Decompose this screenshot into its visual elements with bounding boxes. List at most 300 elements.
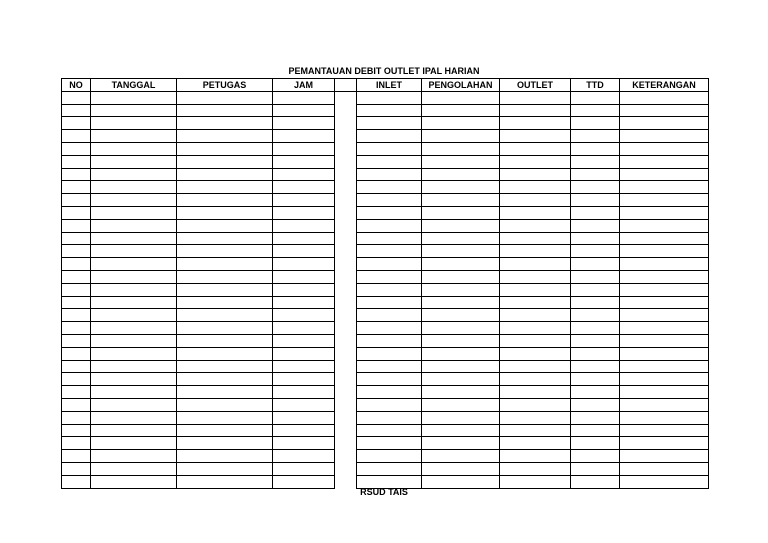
cell-petugas[interactable] xyxy=(177,232,273,245)
cell-keterangan[interactable] xyxy=(620,91,709,104)
cell-ttd[interactable] xyxy=(571,117,620,130)
cell-outlet[interactable] xyxy=(500,398,571,411)
cell-pengolahan[interactable] xyxy=(422,373,500,386)
cell-keterangan[interactable] xyxy=(620,219,709,232)
cell-ttd[interactable] xyxy=(571,283,620,296)
cell-pengolahan[interactable] xyxy=(422,386,500,399)
table-row xyxy=(62,206,709,219)
footer-label: RSUD TAIS xyxy=(360,487,408,497)
cell-petugas[interactable] xyxy=(177,219,273,232)
cell-no[interactable] xyxy=(62,245,91,258)
cell-keterangan[interactable] xyxy=(620,283,709,296)
cell-outlet[interactable] xyxy=(500,245,571,258)
table-row xyxy=(62,296,709,309)
cell-petugas[interactable] xyxy=(177,155,273,168)
cell-jam[interactable] xyxy=(273,104,335,117)
cell-petugas[interactable] xyxy=(177,104,273,117)
cell-jam[interactable] xyxy=(273,411,335,424)
cell-tanggal[interactable] xyxy=(91,296,177,309)
cell-tanggal[interactable] xyxy=(91,130,177,143)
cell-no[interactable] xyxy=(62,194,91,207)
cell-keterangan[interactable] xyxy=(620,322,709,335)
cell-petugas[interactable] xyxy=(177,245,273,258)
cell-outlet[interactable] xyxy=(500,360,571,373)
cell-tanggal[interactable] xyxy=(91,104,177,117)
cell-pengolahan[interactable] xyxy=(422,181,500,194)
cell-jam[interactable] xyxy=(273,322,335,335)
cell-tanggal[interactable] xyxy=(91,117,177,130)
cell-inlet[interactable] xyxy=(357,206,422,219)
cell-outlet[interactable] xyxy=(500,309,571,322)
cell-petugas[interactable] xyxy=(177,181,273,194)
table-row xyxy=(62,360,709,373)
cell-keterangan[interactable] xyxy=(620,450,709,463)
cell-petugas[interactable] xyxy=(177,360,273,373)
cell-keterangan[interactable] xyxy=(620,373,709,386)
cell-no[interactable] xyxy=(62,219,91,232)
cell-ttd[interactable] xyxy=(571,91,620,104)
cell-inlet[interactable] xyxy=(357,232,422,245)
cell-inlet[interactable] xyxy=(357,322,422,335)
cell-pengolahan[interactable] xyxy=(422,194,500,207)
cell-outlet[interactable] xyxy=(500,232,571,245)
table-row xyxy=(62,411,709,424)
table-body xyxy=(62,91,709,488)
cell-inlet[interactable] xyxy=(357,334,422,347)
cell-keterangan[interactable] xyxy=(620,411,709,424)
cell-jam[interactable] xyxy=(273,360,335,373)
cell-keterangan[interactable] xyxy=(620,117,709,130)
cell-petugas[interactable] xyxy=(177,130,273,143)
cell-pengolahan[interactable] xyxy=(422,424,500,437)
cell-outlet[interactable] xyxy=(500,181,571,194)
cell-keterangan[interactable] xyxy=(620,232,709,245)
cell-inlet[interactable] xyxy=(357,386,422,399)
cell-no[interactable] xyxy=(62,450,91,463)
col-header-no: NO xyxy=(62,79,91,92)
table-row xyxy=(62,386,709,399)
cell-pengolahan[interactable] xyxy=(422,270,500,283)
cell-jam[interactable] xyxy=(273,91,335,104)
cell-petugas[interactable] xyxy=(177,91,273,104)
cell-tanggal[interactable] xyxy=(91,450,177,463)
cell-petugas[interactable] xyxy=(177,309,273,322)
cell-gap xyxy=(335,283,357,296)
cell-keterangan[interactable] xyxy=(620,437,709,450)
cell-keterangan[interactable] xyxy=(620,168,709,181)
cell-gap xyxy=(335,142,357,155)
cell-petugas[interactable] xyxy=(177,398,273,411)
cell-inlet[interactable] xyxy=(357,309,422,322)
cell-ttd[interactable] xyxy=(571,437,620,450)
cell-no[interactable] xyxy=(62,424,91,437)
cell-ttd[interactable] xyxy=(571,104,620,117)
cell-tanggal[interactable] xyxy=(91,386,177,399)
cell-inlet[interactable] xyxy=(357,155,422,168)
cell-outlet[interactable] xyxy=(500,322,571,335)
table-row xyxy=(62,258,709,271)
table-row xyxy=(62,450,709,463)
cell-jam[interactable] xyxy=(273,142,335,155)
cell-pengolahan[interactable] xyxy=(422,309,500,322)
cell-keterangan[interactable] xyxy=(620,270,709,283)
cell-inlet[interactable] xyxy=(357,450,422,463)
cell-ttd[interactable] xyxy=(571,181,620,194)
cell-pengolahan[interactable] xyxy=(422,347,500,360)
cell-tanggal[interactable] xyxy=(91,155,177,168)
cell-outlet[interactable] xyxy=(500,270,571,283)
cell-jam[interactable] xyxy=(273,270,335,283)
cell-tanggal[interactable] xyxy=(91,219,177,232)
cell-no[interactable] xyxy=(62,462,91,475)
cell-outlet[interactable] xyxy=(500,206,571,219)
cell-jam[interactable] xyxy=(273,155,335,168)
cell-inlet[interactable] xyxy=(357,437,422,450)
cell-ttd[interactable] xyxy=(571,360,620,373)
cell-outlet[interactable] xyxy=(500,296,571,309)
cell-ttd[interactable] xyxy=(571,130,620,143)
cell-keterangan[interactable] xyxy=(620,334,709,347)
cell-jam[interactable] xyxy=(273,258,335,271)
cell-inlet[interactable] xyxy=(357,283,422,296)
cell-jam[interactable] xyxy=(273,219,335,232)
cell-tanggal[interactable] xyxy=(91,334,177,347)
cell-outlet[interactable] xyxy=(500,155,571,168)
cell-no[interactable] xyxy=(62,142,91,155)
cell-keterangan[interactable] xyxy=(620,142,709,155)
cell-gap xyxy=(335,104,357,117)
cell-inlet[interactable] xyxy=(357,142,422,155)
cell-jam[interactable] xyxy=(273,386,335,399)
cell-outlet[interactable] xyxy=(500,437,571,450)
cell-no[interactable] xyxy=(62,334,91,347)
table-header-row xyxy=(62,79,709,92)
cell-inlet[interactable] xyxy=(357,398,422,411)
table-row xyxy=(62,219,709,232)
cell-no[interactable] xyxy=(62,258,91,271)
cell-outlet[interactable] xyxy=(500,386,571,399)
cell-inlet[interactable] xyxy=(357,270,422,283)
cell-keterangan[interactable] xyxy=(620,360,709,373)
cell-outlet[interactable] xyxy=(500,104,571,117)
table-row xyxy=(62,232,709,245)
cell-petugas[interactable] xyxy=(177,424,273,437)
cell-no[interactable] xyxy=(62,373,91,386)
cell-inlet[interactable] xyxy=(357,360,422,373)
cell-tanggal[interactable] xyxy=(91,437,177,450)
cell-petugas[interactable] xyxy=(177,117,273,130)
cell-keterangan[interactable] xyxy=(620,181,709,194)
cell-no[interactable] xyxy=(62,232,91,245)
cell-no[interactable] xyxy=(62,322,91,335)
cell-pengolahan[interactable] xyxy=(422,360,500,373)
cell-keterangan[interactable] xyxy=(620,462,709,475)
cell-tanggal[interactable] xyxy=(91,322,177,335)
table-row xyxy=(62,283,709,296)
cell-jam[interactable] xyxy=(273,194,335,207)
cell-inlet[interactable] xyxy=(357,373,422,386)
cell-petugas[interactable] xyxy=(177,437,273,450)
cell-petugas[interactable] xyxy=(177,450,273,463)
cell-ttd[interactable] xyxy=(571,206,620,219)
cell-tanggal[interactable] xyxy=(91,232,177,245)
cell-petugas[interactable] xyxy=(177,283,273,296)
cell-outlet[interactable] xyxy=(500,168,571,181)
table-row xyxy=(62,270,709,283)
cell-keterangan[interactable] xyxy=(620,130,709,143)
cell-tanggal[interactable] xyxy=(91,91,177,104)
cell-ttd[interactable] xyxy=(571,194,620,207)
cell-pengolahan[interactable] xyxy=(422,296,500,309)
cell-ttd[interactable] xyxy=(571,398,620,411)
cell-inlet[interactable] xyxy=(357,117,422,130)
cell-ttd[interactable] xyxy=(571,258,620,271)
cell-outlet[interactable] xyxy=(500,258,571,271)
cell-tanggal[interactable] xyxy=(91,258,177,271)
cell-petugas[interactable] xyxy=(177,386,273,399)
table-row xyxy=(62,181,709,194)
cell-petugas[interactable] xyxy=(177,258,273,271)
cell-jam[interactable] xyxy=(273,398,335,411)
cell-jam[interactable] xyxy=(273,347,335,360)
cell-pengolahan[interactable] xyxy=(422,232,500,245)
cell-pengolahan[interactable] xyxy=(422,398,500,411)
cell-ttd[interactable] xyxy=(571,245,620,258)
col-header-inlet: INLET xyxy=(357,79,422,92)
cell-ttd[interactable] xyxy=(571,270,620,283)
cell-pengolahan[interactable] xyxy=(422,322,500,335)
cell-inlet[interactable] xyxy=(357,411,422,424)
cell-jam[interactable] xyxy=(273,296,335,309)
cell-pengolahan[interactable] xyxy=(422,462,500,475)
cell-outlet[interactable] xyxy=(500,424,571,437)
cell-keterangan[interactable] xyxy=(620,206,709,219)
cell-keterangan[interactable] xyxy=(620,347,709,360)
cell-inlet[interactable] xyxy=(357,181,422,194)
cell-no[interactable] xyxy=(62,270,91,283)
cell-ttd[interactable] xyxy=(571,142,620,155)
cell-jam[interactable] xyxy=(273,168,335,181)
cell-petugas[interactable] xyxy=(177,206,273,219)
cell-pengolahan[interactable] xyxy=(422,283,500,296)
cell-ttd[interactable] xyxy=(571,386,620,399)
cell-outlet[interactable] xyxy=(500,130,571,143)
cell-jam[interactable] xyxy=(273,437,335,450)
cell-no[interactable] xyxy=(62,91,91,104)
cell-ttd[interactable] xyxy=(571,322,620,335)
cell-jam[interactable] xyxy=(273,117,335,130)
cell-ttd[interactable] xyxy=(571,462,620,475)
cell-pengolahan[interactable] xyxy=(422,130,500,143)
cell-jam[interactable] xyxy=(273,130,335,143)
cell-tanggal[interactable] xyxy=(91,360,177,373)
cell-no[interactable] xyxy=(62,347,91,360)
cell-ttd[interactable] xyxy=(571,155,620,168)
cell-keterangan[interactable] xyxy=(620,296,709,309)
cell-no[interactable] xyxy=(62,411,91,424)
cell-outlet[interactable] xyxy=(500,462,571,475)
cell-ttd[interactable] xyxy=(571,232,620,245)
cell-petugas[interactable] xyxy=(177,347,273,360)
cell-keterangan[interactable] xyxy=(620,155,709,168)
cell-outlet[interactable] xyxy=(500,373,571,386)
cell-tanggal[interactable] xyxy=(91,373,177,386)
cell-pengolahan[interactable] xyxy=(422,155,500,168)
cell-keterangan[interactable] xyxy=(620,386,709,399)
table-row xyxy=(62,424,709,437)
cell-pengolahan[interactable] xyxy=(422,219,500,232)
cell-keterangan[interactable] xyxy=(620,309,709,322)
cell-keterangan[interactable] xyxy=(620,194,709,207)
cell-inlet[interactable] xyxy=(357,130,422,143)
cell-outlet[interactable] xyxy=(500,347,571,360)
cell-no[interactable] xyxy=(62,296,91,309)
cell-tanggal[interactable] xyxy=(91,347,177,360)
cell-no[interactable] xyxy=(62,181,91,194)
cell-ttd[interactable] xyxy=(571,450,620,463)
cell-inlet[interactable] xyxy=(357,91,422,104)
cell-inlet[interactable] xyxy=(357,258,422,271)
cell-outlet[interactable] xyxy=(500,411,571,424)
cell-tanggal[interactable] xyxy=(91,398,177,411)
cell-petugas[interactable] xyxy=(177,373,273,386)
cell-pengolahan[interactable] xyxy=(422,411,500,424)
cell-keterangan[interactable] xyxy=(620,424,709,437)
cell-tanggal[interactable] xyxy=(91,194,177,207)
cell-inlet[interactable] xyxy=(357,347,422,360)
cell-inlet[interactable] xyxy=(357,219,422,232)
cell-jam[interactable] xyxy=(273,334,335,347)
cell-no[interactable] xyxy=(62,104,91,117)
cell-keterangan[interactable] xyxy=(620,258,709,271)
cell-outlet[interactable] xyxy=(500,142,571,155)
cell-ttd[interactable] xyxy=(571,334,620,347)
cell-jam[interactable] xyxy=(273,283,335,296)
cell-tanggal[interactable] xyxy=(91,283,177,296)
table-row xyxy=(62,398,709,411)
cell-tanggal[interactable] xyxy=(91,168,177,181)
col-header-pengolahan: PENGOLAHAN xyxy=(422,79,500,92)
table-row xyxy=(62,117,709,130)
cell-no[interactable] xyxy=(62,130,91,143)
cell-outlet[interactable] xyxy=(500,283,571,296)
cell-tanggal[interactable] xyxy=(91,462,177,475)
cell-petugas[interactable] xyxy=(177,168,273,181)
cell-petugas[interactable] xyxy=(177,270,273,283)
cell-jam[interactable] xyxy=(273,462,335,475)
cell-jam[interactable] xyxy=(273,450,335,463)
cell-jam[interactable] xyxy=(273,245,335,258)
cell-tanggal[interactable] xyxy=(91,206,177,219)
cell-jam[interactable] xyxy=(273,373,335,386)
cell-gap xyxy=(335,373,357,386)
cell-outlet[interactable] xyxy=(500,91,571,104)
cell-outlet[interactable] xyxy=(500,194,571,207)
cell-gap xyxy=(335,181,357,194)
cell-petugas[interactable] xyxy=(177,296,273,309)
cell-petugas[interactable] xyxy=(177,334,273,347)
cell-pengolahan[interactable] xyxy=(422,117,500,130)
cell-inlet[interactable] xyxy=(357,424,422,437)
cell-outlet[interactable] xyxy=(500,334,571,347)
cell-no[interactable] xyxy=(62,155,91,168)
cell-no[interactable] xyxy=(62,206,91,219)
cell-no[interactable] xyxy=(62,437,91,450)
cell-no[interactable] xyxy=(62,283,91,296)
cell-ttd[interactable] xyxy=(571,424,620,437)
cell-pengolahan[interactable] xyxy=(422,91,500,104)
cell-petugas[interactable] xyxy=(177,462,273,475)
cell-pengolahan[interactable] xyxy=(422,104,500,117)
cell-tanggal[interactable] xyxy=(91,270,177,283)
cell-ttd[interactable] xyxy=(571,309,620,322)
cell-pengolahan[interactable] xyxy=(422,334,500,347)
cell-tanggal[interactable] xyxy=(91,181,177,194)
cell-pengolahan[interactable] xyxy=(422,450,500,463)
cell-keterangan[interactable] xyxy=(620,104,709,117)
cell-outlet[interactable] xyxy=(500,450,571,463)
cell-ttd[interactable] xyxy=(571,296,620,309)
cell-ttd[interactable] xyxy=(571,168,620,181)
table-row xyxy=(62,91,709,104)
cell-no[interactable] xyxy=(62,360,91,373)
cell-ttd[interactable] xyxy=(571,373,620,386)
cell-pengolahan[interactable] xyxy=(422,142,500,155)
cell-inlet[interactable] xyxy=(357,462,422,475)
cell-no[interactable] xyxy=(62,117,91,130)
cell-no[interactable] xyxy=(62,398,91,411)
cell-tanggal[interactable] xyxy=(91,245,177,258)
cell-outlet[interactable] xyxy=(500,219,571,232)
cell-jam[interactable] xyxy=(273,309,335,322)
cell-jam[interactable] xyxy=(273,232,335,245)
cell-outlet[interactable] xyxy=(500,117,571,130)
cell-petugas[interactable] xyxy=(177,142,273,155)
cell-gap xyxy=(335,411,357,424)
cell-inlet[interactable] xyxy=(357,104,422,117)
cell-gap xyxy=(335,334,357,347)
cell-tanggal[interactable] xyxy=(91,142,177,155)
cell-inlet[interactable] xyxy=(357,168,422,181)
cell-pengolahan[interactable] xyxy=(422,206,500,219)
cell-inlet[interactable] xyxy=(357,194,422,207)
cell-jam[interactable] xyxy=(273,424,335,437)
cell-no[interactable] xyxy=(62,309,91,322)
cell-inlet[interactable] xyxy=(357,245,422,258)
cell-petugas[interactable] xyxy=(177,194,273,207)
cell-pengolahan[interactable] xyxy=(422,258,500,271)
cell-pengolahan[interactable] xyxy=(422,168,500,181)
cell-jam[interactable] xyxy=(273,206,335,219)
cell-pengolahan[interactable] xyxy=(422,437,500,450)
cell-tanggal[interactable] xyxy=(91,309,177,322)
cell-keterangan[interactable] xyxy=(620,245,709,258)
cell-inlet[interactable] xyxy=(357,296,422,309)
cell-no[interactable] xyxy=(62,386,91,399)
cell-petugas[interactable] xyxy=(177,411,273,424)
cell-no[interactable] xyxy=(62,168,91,181)
cell-gap xyxy=(335,219,357,232)
cell-ttd[interactable] xyxy=(571,411,620,424)
cell-ttd[interactable] xyxy=(571,347,620,360)
cell-ttd[interactable] xyxy=(571,219,620,232)
cell-tanggal[interactable] xyxy=(91,424,177,437)
cell-petugas[interactable] xyxy=(177,322,273,335)
cell-pengolahan[interactable] xyxy=(422,245,500,258)
cell-keterangan[interactable] xyxy=(620,398,709,411)
cell-jam[interactable] xyxy=(273,181,335,194)
cell-tanggal[interactable] xyxy=(91,411,177,424)
